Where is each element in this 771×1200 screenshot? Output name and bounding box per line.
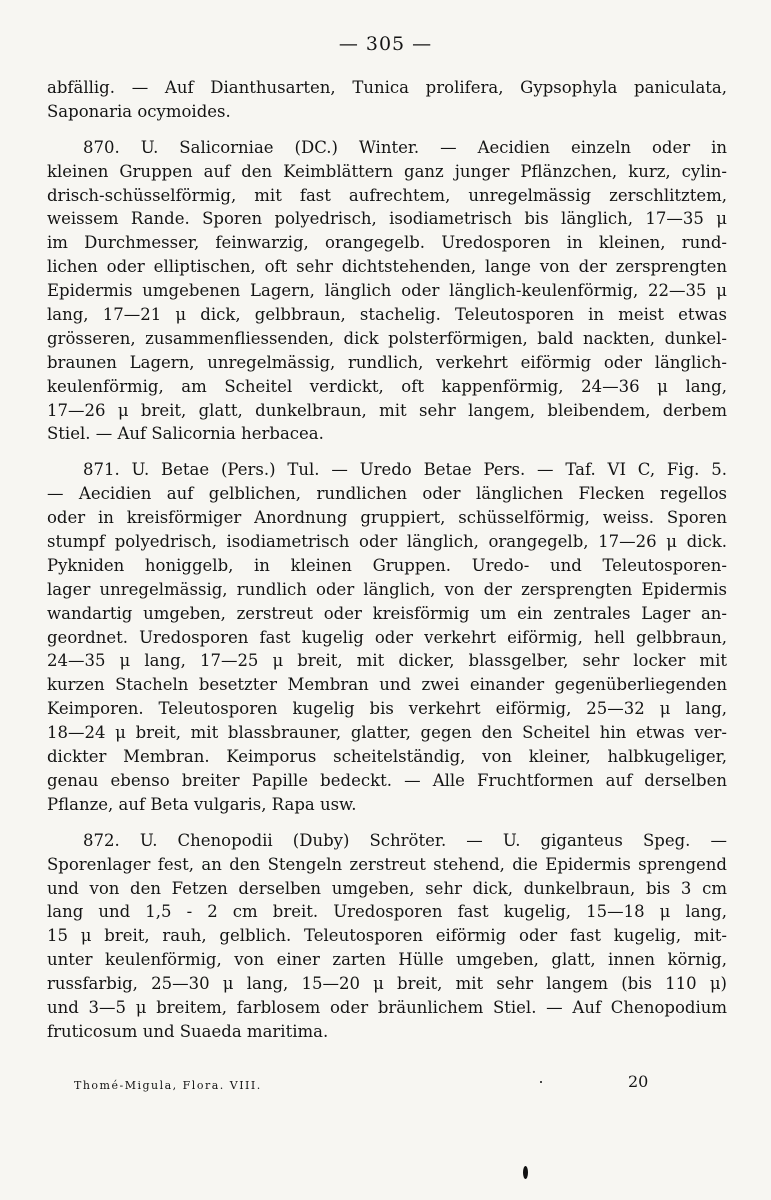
- text-line: keulenförmig, am Scheitel verdickt, oft kappenförmig, 24—36 μ lang,: [47, 376, 727, 396]
- text-line: russfarbig, 25—30 μ lang, 15—20 μ breit, mit sehr langem (bis 110 μ): [47, 974, 727, 994]
- text-line: im Durchmesser, feinwarzig, orangegelb. Uredosporen in kleinen, rund-: [47, 233, 727, 253]
- text-line: Keimporen. Teleutosporen kugelig bis verkehrt eiförmig, 25—32 μ lang,: [47, 699, 727, 719]
- page-number: — 305 —: [338, 33, 433, 55]
- text-line: 15 μ breit, rauh, gelblich. Teleutosporen eiförmig oder fast kugelig, mit-: [47, 926, 727, 946]
- text-line: lang und 1,5 - 2 cm breit. Uredosporen fast kugelig, 15—18 μ lang,: [47, 902, 727, 922]
- entry-871: [47, 458, 727, 816]
- text-line: — Aecidien auf gelblichen, rundlichen oder länglichen Flecken regellos: [47, 484, 727, 504]
- text-line: 18—24 μ breit, mit blassbrauner, glatter, gegen den Scheitel hin etwas ver-: [47, 723, 727, 743]
- sheet-number: 20: [628, 1072, 649, 1091]
- text-line: grösseren, zusammenfliessenden, dick polsterförmigen, bald nackten, dunkel-: [47, 328, 727, 348]
- entry-870: [47, 136, 727, 447]
- text-line: lager unregelmässig, rundlich oder länglich, von der zersprengten Epidermis: [47, 579, 727, 599]
- text-line: drisch-schüsselförmig, mit fast aufrechtem, unregelmässig zerschlitztem,: [47, 185, 727, 205]
- text-line: 870. U. Salicorniae (DC.) Winter. — Aecidien einzeln oder in: [83, 137, 727, 157]
- text-line: Pflanze, auf Beta vulgaris, Rapa usw.: [47, 794, 357, 814]
- text-line: fruticosum und Suaeda maritima.: [47, 1021, 329, 1041]
- text-line: kurzen Stacheln besetzter Membran und zwei einander gegenüberliegenden: [47, 675, 727, 695]
- ink-speck: [540, 1081, 542, 1083]
- text-line: 17—26 μ breit, glatt, dunkelbraun, mit sehr langem, bleibendem, derbem: [47, 400, 727, 420]
- text-line: Stiel. — Auf Salicornia herbacea.: [47, 424, 324, 444]
- text-line: oder in kreisförmiger Anordnung gruppiert, schüsselförmig, weiss. Sporen: [47, 508, 727, 528]
- text-line: und von den Fetzen derselben umgeben, sehr dick, dunkelbraun, bis 3 cm: [47, 878, 727, 898]
- ink-speck: [523, 1166, 528, 1179]
- text-line: weissem Rande. Sporen polyedrisch, isodiametrisch bis länglich, 17—35 μ: [47, 209, 727, 229]
- text-line: lang, 17—21 μ dick, gelbbraun, stachelig. Teleutosporen in meist etwas: [47, 305, 727, 325]
- text-line: Sporenlager fest, an den Stengeln zerstreut stehend, die Epidermis sprengend: [47, 854, 727, 874]
- footer-signature: Thomé-Migula, Flora. VIII.: [74, 1079, 262, 1092]
- body-text: [47, 76, 727, 1044]
- text-line: dickter Membran. Keimporus scheitelständig, von kleiner, halbkugeliger,: [47, 747, 727, 767]
- text-line: 872. U. Chenopodii (Duby) Schröter. — U. giganteus Speg. —: [83, 830, 727, 850]
- text-line: abfällig. — Auf Dianthusarten, Tunica prolifera, Gypsophyla paniculata,: [47, 78, 727, 97]
- entry-872: [47, 829, 727, 1044]
- text-line: Saponaria ocymoides.: [47, 101, 231, 121]
- text-line: Epidermis umgebenen Lagern, länglich oder länglich-keulenförmig, 22—35 μ: [47, 281, 727, 301]
- paragraph-continuation: [47, 76, 727, 124]
- text-line: 24—35 μ lang, 17—25 μ breit, mit dicker, blassgelber, sehr locker mit: [47, 651, 727, 671]
- text-line: stumpf polyedrisch, isodiametrisch oder länglich, orangegelb, 17—26 μ dick.: [47, 532, 727, 552]
- text-line: braunen Lagern, unregelmässig, rundlich, verkehrt eiförmig oder länglich-: [47, 352, 727, 372]
- text-line: genau ebenso breiter Papille bedeckt. — Alle Fruchtformen auf derselben: [47, 770, 727, 790]
- text-line: geordnet. Uredosporen fast kugelig oder verkehrt eiförmig, hell gelbbraun,: [47, 627, 727, 647]
- text-line: unter keulenförmig, von einer zarten Hülle umgeben, glatt, innen körnig,: [47, 950, 727, 970]
- text-line: und 3—5 μ breitem, farblosem oder bräunlichem Stiel. — Auf Chenopodium: [47, 997, 727, 1017]
- text-line: kleinen Gruppen auf den Keimblättern ganz junger Pflänzchen, kurz, cylin-: [47, 161, 727, 181]
- text-line: lichen oder elliptischen, oft sehr dichtstehenden, lange von der zersprengten: [47, 257, 727, 277]
- text-line: wandartig umgeben, zerstreut oder kreisförmig um ein zentrales Lager an-: [47, 603, 727, 623]
- text-line: 871. U. Betae (Pers.) Tul. — Uredo Betae Pers. — Taf. VI C, Fig. 5.: [83, 460, 727, 480]
- text-line: Pykniden honiggelb, in kleinen Gruppen. Uredo- und Teleutosporen-: [47, 555, 727, 575]
